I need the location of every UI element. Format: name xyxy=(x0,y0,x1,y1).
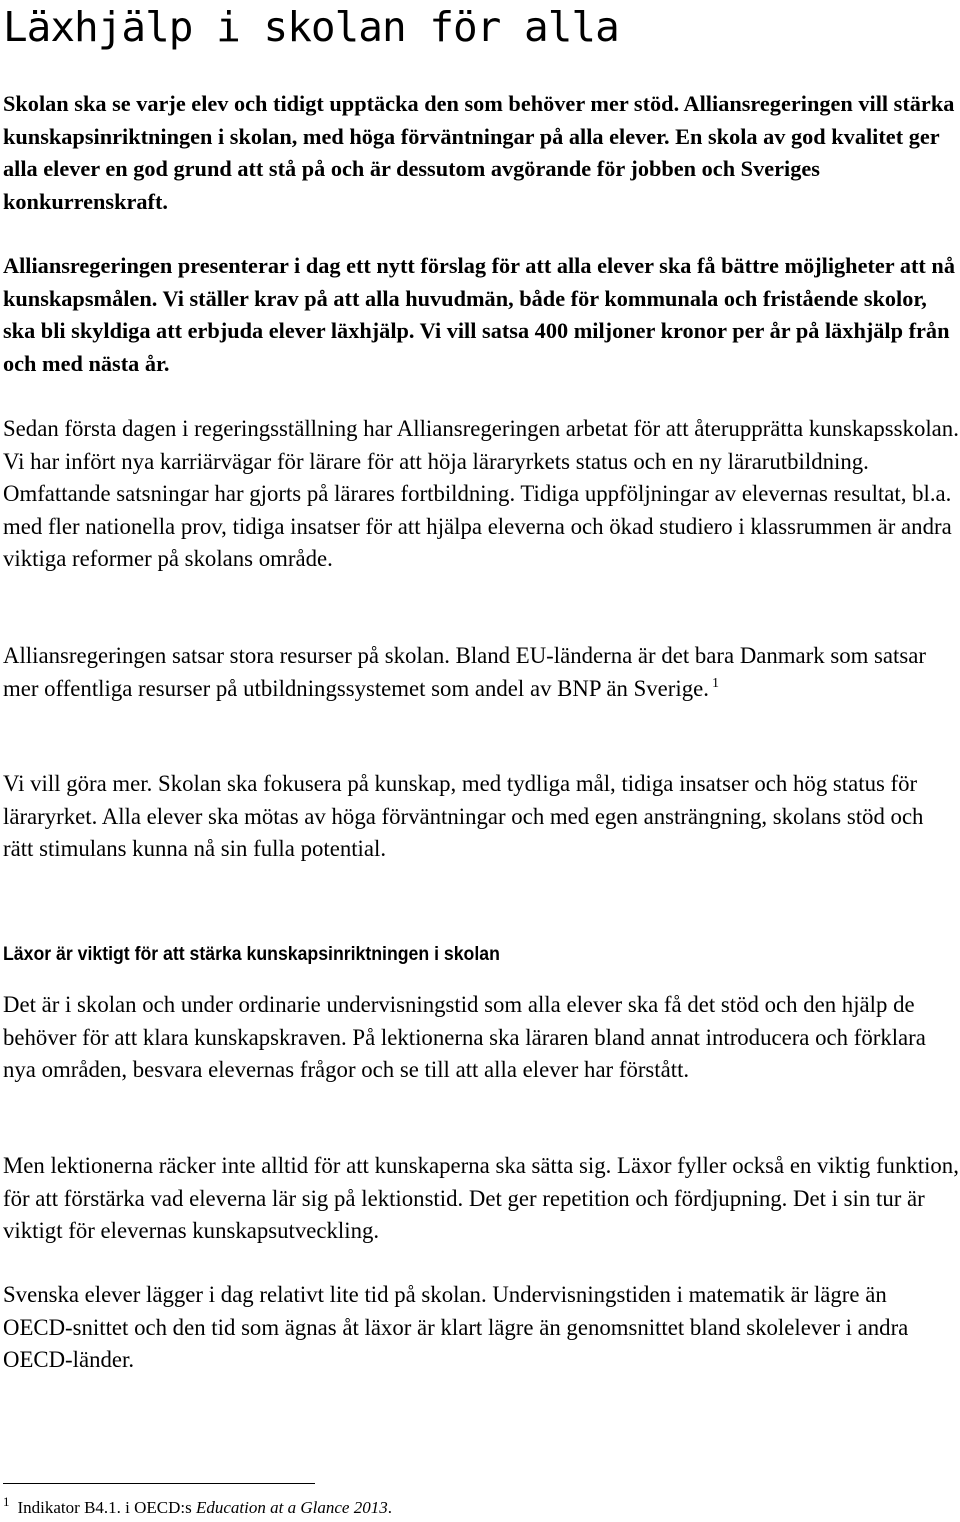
footnote-text: Indikator B4.1. i OECD:s xyxy=(17,1498,196,1517)
footnote-reference[interactable]: 1 xyxy=(711,675,719,691)
body-paragraph-1: Sedan första dagen i regeringsställning har Alliansregeringen arbetat för att återupprätta kunskapsskolan. Vi har infört nya karriärvägar för lärare för att höja läraryrkets status och en ny lärarutbildning. Omfattande satsningar har gjorts på lärares fortbildning. Tidiga uppföljningar av elevernas resultat, bl.a. med fler nationella prov, tidiga insatser för att hjälpa eleverna och ökad studiero i klassrummen är andra viktiga reformer på skolans område. xyxy=(3,416,959,571)
lead-paragraph-2: Alliansregeringen presenterar i dag ett nytt förslag för att alla elever ska få bättre möjligheter att nå kunskapsmålen. Vi ställer krav på att alla huvudmän, både för kommunala och fristående skolor, ska bli skyldiga att erbjuda elever läxhjälp. Vi vill satsa 400 miljoner kronor per år på läxhjälp från och med nästa år. xyxy=(3,253,955,376)
footnote-number: 1 xyxy=(3,1494,10,1510)
section-paragraph-3: Svenska elever lägger i dag relativt lite tid på skolan. Undervisningstiden i matematik är lägre än OECD-snittet och den tid som ägnas åt läxor är klart lägre än genomsnittet bland skolelever i andra OECD-länder. xyxy=(3,1282,909,1372)
lead-paragraph-1: Skolan ska se varje elev och tidigt upptäcka den som behöver mer stöd. Alliansregeringen vill stärka kunskapsinriktningen i skolan, med höga förväntningar på alla elever. En skola av god kvalitet ger alla elever en god grund att stå på och är dessutom avgörande för jobben och Sveriges konkurrenskraft. xyxy=(3,91,955,214)
body-paragraph-3: Vi vill göra mer. Skolan ska fokusera på kunskap, med tydliga mål, tidiga insatser och hög status för läraryrket. Alla elever ska mötas av höga förväntningar och med egen ansträngning, skolans stöd och rätt stimulans kunna nå sin fulla potential. xyxy=(3,771,924,861)
section-heading: Läxor är viktigt för att stärka kunskapsinriktningen i skolan xyxy=(3,944,500,965)
footnote-italic-title: Education at a Glance 2013 xyxy=(196,1498,388,1517)
footnote xyxy=(3,1496,392,1520)
footnote-divider xyxy=(3,1483,315,1484)
document-title: Läxhjälp i skolan för alla xyxy=(3,3,619,51)
footnote-text-end: . xyxy=(387,1498,392,1517)
body-paragraph-2-text: Alliansregeringen satsar stora resurser på skolan. Bland EU-länderna är det bara Danmark som satsar mer offentliga resurser på utbildningssystemet som andel av BNP än Sverige. xyxy=(3,643,926,701)
section-paragraph-1: Det är i skolan och under ordinarie undervisningstid som alla elever ska få det stöd och den hjälp de behöver för att klara kunskapskraven. På lektionerna ska läraren bland annat introducera och förklara nya områden, besvara elevernas frågor och se till att alla elever har förstått. xyxy=(3,992,926,1082)
body-paragraph-2 xyxy=(3,640,959,705)
section-paragraph-2: Men lektionerna räcker inte alltid för att kunskaperna ska sätta sig. Läxor fyller också en viktig funktion, för att förstärka vad eleverna lär sig på lektionstid. Det ger repetition och fördjupning. Det i sin tur är viktigt för elevernas kunskapsutveckling. xyxy=(3,1153,959,1243)
